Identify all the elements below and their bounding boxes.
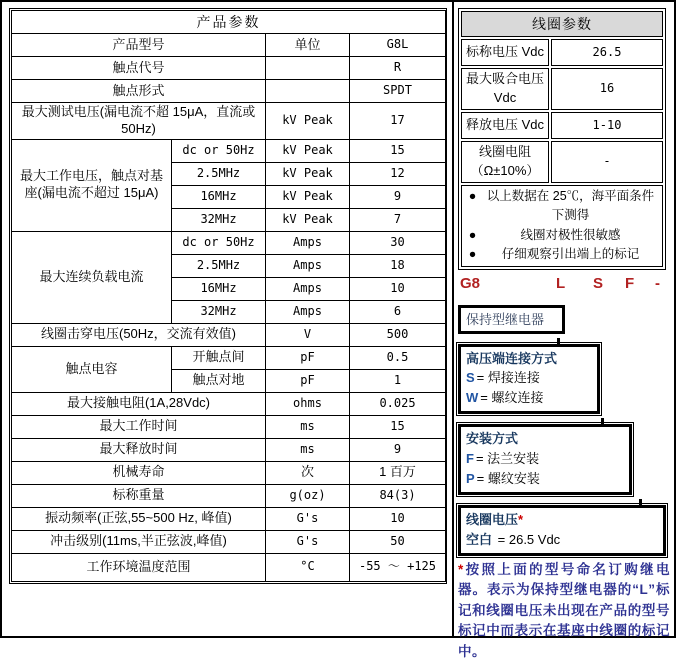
code-dash: -: [655, 274, 660, 292]
row-label: 标称重量: [12, 484, 266, 507]
coil-notes-row: [461, 185, 663, 267]
coil-voltage-title-text: 线圈电压: [466, 512, 519, 528]
row-value: 1 百万: [350, 461, 446, 484]
row-sublabel: dc or 50Hz: [172, 139, 266, 162]
row-value: 9: [350, 185, 446, 208]
table-row: [12, 392, 446, 415]
row-value: 500: [350, 323, 446, 346]
option-key: S: [466, 370, 475, 385]
option-eq: =: [476, 470, 485, 486]
table-row: [12, 484, 446, 507]
row-unit: G's: [266, 507, 350, 530]
row-label: 最大释放时间: [12, 438, 266, 461]
ordering-footnote: [458, 560, 670, 662]
row-value: 10: [350, 277, 446, 300]
product-parameters-table-frame: [9, 8, 447, 584]
coil-voltage-title: [466, 510, 658, 530]
row-unit: g(oz): [266, 484, 350, 507]
product-parameters-table: [11, 10, 446, 582]
option-desc: 26.5 Vdc: [508, 531, 561, 547]
row-value: 10: [350, 507, 446, 530]
table-row: [12, 103, 446, 140]
option-desc: 螺纹安装: [487, 470, 540, 486]
row-unit: 单位: [266, 34, 350, 57]
row-label: 最大接触电阻(1A,28Vdc): [12, 392, 266, 415]
product-parameters-panel: [2, 2, 454, 636]
row-label: 机械寿命: [12, 461, 266, 484]
row-label: 线圈击穿电压(50Hz，交流有效值): [12, 323, 266, 346]
row-unit: 次: [266, 461, 350, 484]
asterisk-mark: *: [518, 512, 524, 528]
coil-row-label: 标称电压 Vdc: [461, 39, 549, 66]
latching-relay-box: [458, 305, 565, 334]
row-value: G8L: [350, 34, 446, 57]
coil-and-ordering-panel: [454, 2, 674, 659]
coil-note: [464, 226, 660, 245]
row-unit: kV Peak: [266, 139, 350, 162]
coil-row: [461, 112, 663, 139]
table-row: [12, 507, 446, 530]
row-unit: kV Peak: [266, 185, 350, 208]
table-row: [12, 530, 446, 553]
row-value: -55 ～ +125: [350, 553, 446, 581]
code-letter-s: S: [593, 274, 604, 292]
table-row: [12, 415, 446, 438]
row-unit: ohms: [266, 392, 350, 415]
row-value: 0.025: [350, 392, 446, 415]
row-sublabel: dc or 50Hz: [172, 231, 266, 254]
coil-row-value: 1-10: [551, 112, 663, 139]
row-group-label: 最大工作电压，触点对基座(漏电流不超过 15μA): [12, 139, 172, 231]
coil-note-text: 仔细观察引出端上的标记: [501, 247, 640, 262]
row-value: 30: [350, 231, 446, 254]
row-value: R: [350, 57, 446, 80]
row-unit: G's: [266, 530, 350, 553]
option-eq: =: [476, 370, 485, 385]
table-row: [12, 323, 446, 346]
row-value: SPDT: [350, 80, 446, 103]
row-unit: V: [266, 323, 350, 346]
code-prefix: G8: [460, 274, 481, 292]
mounting-title: 安装方式: [466, 431, 519, 447]
row-value: 12: [350, 162, 446, 185]
option-item: [466, 469, 624, 489]
row-unit: kV Peak: [266, 208, 350, 231]
option-key: 空白: [466, 531, 493, 547]
row-label: 触点形式: [12, 80, 266, 103]
row-sublabel: 触点对地: [172, 369, 266, 392]
row-unit: kV Peak: [266, 103, 350, 140]
coil-row-value: -: [551, 141, 663, 183]
row-label: 振动频率(正弦,55~500 Hz, 峰值): [12, 507, 266, 530]
bullet-icon: ●: [468, 247, 477, 262]
row-unit: pF: [266, 369, 350, 392]
option-desc: 法兰安装: [487, 450, 540, 466]
table-row: [12, 461, 446, 484]
row-value: 84(3): [350, 484, 446, 507]
row-value: 15: [350, 139, 446, 162]
table-row: [12, 553, 446, 581]
row-unit: pF: [266, 346, 350, 369]
row-sublabel: 32MHz: [172, 208, 266, 231]
connector-tick: [601, 418, 604, 424]
code-letter-f: F: [625, 274, 635, 292]
row-unit: [266, 57, 350, 80]
table-title: 产品参数: [12, 11, 446, 34]
coil-row-label: 线圈电阻（Ω±10%）: [461, 141, 549, 183]
option-key: W: [466, 390, 479, 406]
option-item: [466, 449, 624, 469]
footnote-asterisk: *: [458, 561, 464, 577]
row-label: 工作环境温度范围: [12, 553, 266, 581]
option-item: [466, 530, 658, 550]
row-sublabel: 开触点间: [172, 346, 266, 369]
table-row: [12, 34, 446, 57]
row-unit: kV Peak: [266, 162, 350, 185]
row-sublabel: 16MHz: [172, 277, 266, 300]
row-value: 1: [350, 369, 446, 392]
row-unit: ms: [266, 438, 350, 461]
coil-voltage-box: [458, 505, 666, 556]
row-sublabel: 2.5MHz: [172, 162, 266, 185]
row-group-label: 最大连续负载电流: [12, 231, 172, 323]
footnote-text: 按照上面的型号命名订购继电器。表示为保持型继电器的“L”标记和线圈电压未出现在产品的型号标记中而表示在基座中线圈的标记中。: [458, 561, 670, 659]
row-value: 7: [350, 208, 446, 231]
row-value: 50: [350, 530, 446, 553]
row-label: 最大测试电压(漏电流不超 15μA，直流或50Hz): [12, 103, 266, 140]
table-row: [12, 346, 446, 369]
row-label: 冲击级别(11ms,半正弦波,峰值): [12, 530, 266, 553]
row-unit: °C: [266, 553, 350, 581]
row-label: 产品型号: [12, 34, 266, 57]
option-item: [466, 388, 592, 408]
bullet-icon: ●: [468, 227, 477, 242]
table-row: [12, 438, 446, 461]
option-eq: =: [480, 390, 488, 406]
coil-row: [461, 68, 663, 110]
table-title-row: [12, 11, 446, 34]
table-row: [12, 139, 446, 162]
coil-note-text: 线圈对极性很敏感: [520, 227, 621, 242]
ordering-code-line: [458, 275, 670, 297]
coil-title-row: [461, 11, 663, 37]
row-unit: Amps: [266, 254, 350, 277]
connector-tick: [557, 338, 560, 344]
hv-connection-box: [458, 344, 600, 415]
coil-note: [464, 245, 660, 264]
row-label: 触点代号: [12, 57, 266, 80]
row-unit: ms: [266, 415, 350, 438]
row-value: 6: [350, 300, 446, 323]
mounting-box: [458, 424, 632, 495]
coil-row-label: 最大吸合电压 Vdc: [461, 68, 549, 110]
option-desc: 焊接连接: [487, 370, 540, 385]
row-label: 最大工作时间: [12, 415, 266, 438]
row-unit: Amps: [266, 231, 350, 254]
row-sublabel: 2.5MHz: [172, 254, 266, 277]
latching-relay-label: 保持型继电器: [466, 311, 545, 327]
coil-notes-cell: [461, 185, 663, 267]
table-row: [12, 231, 446, 254]
coil-row-value: 16: [551, 68, 663, 110]
coil-note: [464, 187, 660, 226]
option-eq: =: [475, 450, 484, 466]
row-value: 18: [350, 254, 446, 277]
option-key: P: [466, 470, 475, 486]
coil-table-title: 线圈参数: [461, 11, 663, 37]
option-key: F: [466, 450, 474, 466]
row-sublabel: 32MHz: [172, 300, 266, 323]
row-value: 9: [350, 438, 446, 461]
row-value: 0.5: [350, 346, 446, 369]
coil-note-text: 以上数据在 25℃，海平面条件下测得: [486, 189, 655, 223]
row-value: 17: [350, 103, 446, 140]
row-group-label: 触点电容: [12, 346, 172, 392]
coil-row-value: 26.5: [551, 39, 663, 66]
hv-connection-title: 高压端连接方式: [466, 350, 558, 366]
row-value: 15: [350, 415, 446, 438]
row-unit: Amps: [266, 277, 350, 300]
coil-row-label: 释放电压 Vdc: [461, 112, 549, 139]
option-eq: =: [497, 531, 506, 547]
option-desc: 螺纹连接: [491, 390, 544, 406]
table-row: [12, 80, 446, 103]
coil-row: [461, 141, 663, 183]
row-unit: [266, 80, 350, 103]
coil-parameters-table: [458, 8, 666, 270]
option-item: [466, 368, 592, 388]
row-sublabel: 16MHz: [172, 185, 266, 208]
coil-row: [461, 39, 663, 66]
code-letter-l: L: [556, 274, 566, 292]
row-unit: Amps: [266, 300, 350, 323]
table-row: [12, 57, 446, 80]
connector-tick: [639, 499, 642, 505]
bullet-icon: ●: [468, 189, 477, 203]
